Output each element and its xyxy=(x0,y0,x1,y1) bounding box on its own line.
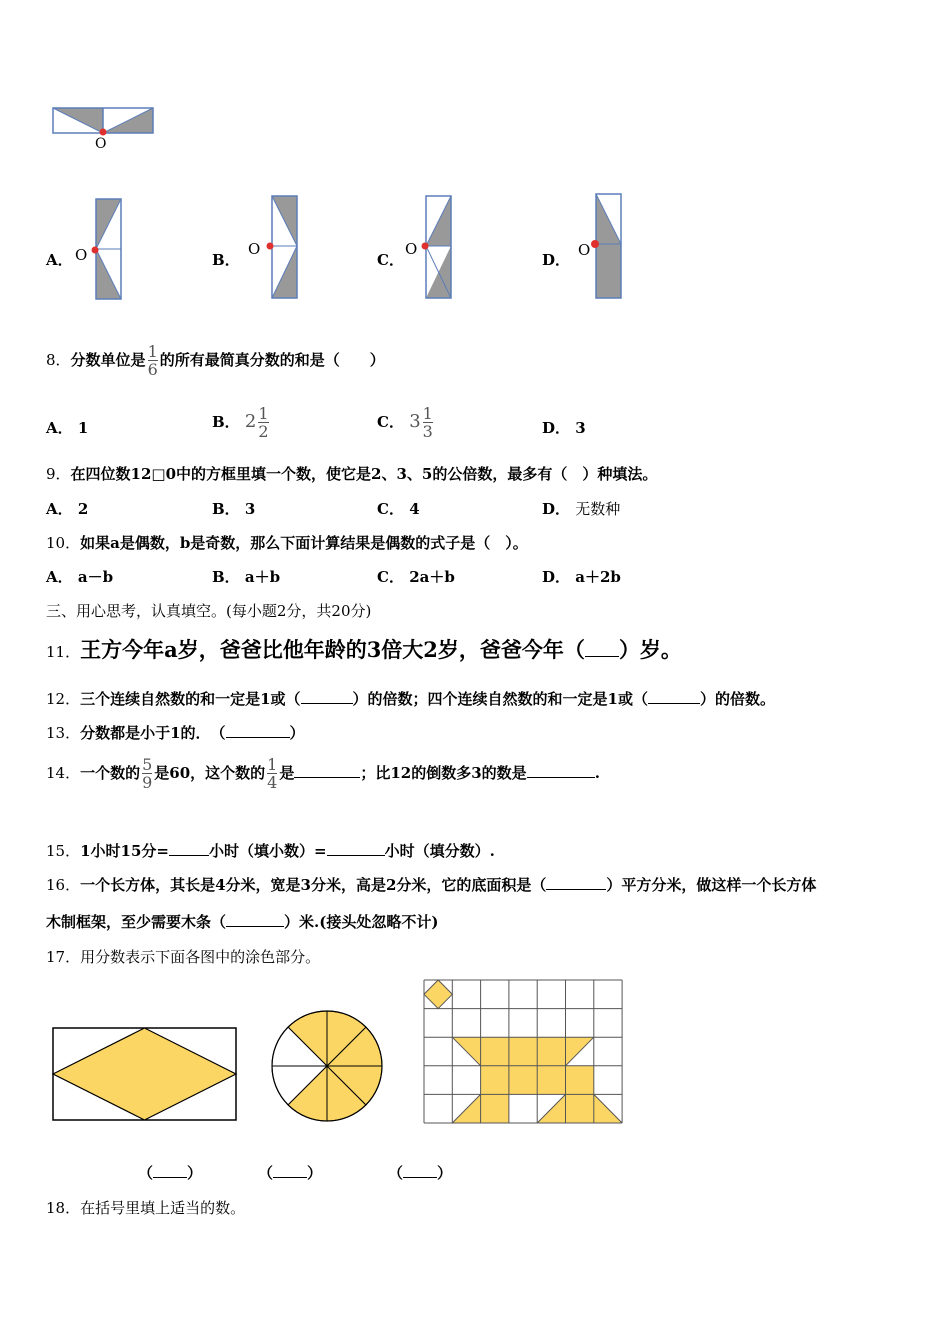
q8-option-b[interactable]: B． 2 $\frac{1}{2}$ xyxy=(212,404,269,441)
point-label-o: O xyxy=(95,136,107,152)
q7-a-o-label: O xyxy=(75,246,88,264)
question-12: 12．三个连续自然数的和一定是1或（ ）的倍数；四个连续自然数的和一定是1或（ ）的倍数。 xyxy=(46,690,776,708)
q7-option-a[interactable]: A． xyxy=(46,251,73,269)
question-9: 9．在四位数12□0中的方框里填一个数，使它是2、3、5的公倍数，最多有（ ）种填法。 xyxy=(46,465,658,483)
q7-c-o-label: O xyxy=(405,240,418,258)
question-16-line-1: 16．一个长方体，其长是4分米，宽是3分米，高是2分米，它的底面积是（ ）平方分米，做这样一个长方体 xyxy=(46,876,817,894)
question-11: 11．王方今年a岁，爸爸比他年龄的3倍大2岁，爸爸今年（ ）岁。 xyxy=(46,637,682,662)
question-16-line-2: 木制框架，至少需要木条（ ）米.(接头处忽略不计) xyxy=(46,913,439,931)
question-18: 18．在括号里填上适当的数。 xyxy=(46,1199,246,1217)
q8-option-a[interactable]: A． 1 xyxy=(46,419,89,437)
q10-option-d[interactable]: D． a＋2b xyxy=(542,568,621,586)
question-8: 8．分数单位是 $\frac{1}{6}$ 的所有最简真分数的和是（ ） xyxy=(46,342,385,379)
q9-option-b[interactable]: B． 3 xyxy=(212,500,256,518)
grid-shaded-part xyxy=(424,980,452,1009)
q9-option-a[interactable]: A． 2 xyxy=(46,500,89,518)
q7-option-c[interactable]: C． xyxy=(377,251,404,269)
grid-shaded-part xyxy=(481,1094,509,1123)
question-15: 15．1小时15分= 小时（填小数）= 小时（填分数）. xyxy=(46,842,495,860)
q9-option-c[interactable]: C． 4 xyxy=(377,500,420,518)
question-13: 13．分数都是小于1的． （ ） xyxy=(46,724,305,742)
fraction-one-quarter: $\frac{1}{4}$ xyxy=(267,755,278,792)
q9-option-d[interactable]: D． 无数种 xyxy=(542,500,621,518)
q10-option-c[interactable]: C． 2a＋b xyxy=(377,568,455,586)
q7-option-b[interactable]: B． xyxy=(212,251,240,269)
q7-b-o-label: O xyxy=(248,240,261,258)
q17-answer-1[interactable]: （ ） xyxy=(138,1164,203,1182)
q10-option-a[interactable]: A． a－b xyxy=(46,568,114,586)
fraction-five-ninths: $\frac{5}{9}$ xyxy=(142,755,153,792)
q10-option-b[interactable]: B． a＋b xyxy=(212,568,281,586)
q7-d-o-label: O xyxy=(578,241,591,259)
q8-option-c[interactable]: C． 3 $\frac{1}{3}$ xyxy=(377,404,433,441)
question-17: 17．用分数表示下面各图中的涂色部分。 xyxy=(46,948,321,966)
question-10: 10．如果a是偶数，b是奇数，那么下面计算结果是偶数的式子是（ ）。 xyxy=(46,534,528,552)
question-14: 14．一个数的 $\frac{5}{9}$ 是60，这个数的 $\frac{1}{4}$ 是 ；比12的倒数多3的数是 . xyxy=(46,755,600,792)
q17-answer-2[interactable]: （ ） xyxy=(258,1164,323,1182)
section-3-title: 三、用心思考，认真填空。(每小题2分，共20分) xyxy=(46,602,372,620)
fraction-one-sixth: $\frac{1}{6}$ xyxy=(147,342,158,379)
grid-shaded-part xyxy=(566,1094,594,1123)
q8-option-d[interactable]: D． 3 xyxy=(542,419,586,437)
q17-answer-3[interactable]: （ ） xyxy=(388,1164,453,1182)
q7-option-d[interactable]: D． xyxy=(542,251,571,269)
